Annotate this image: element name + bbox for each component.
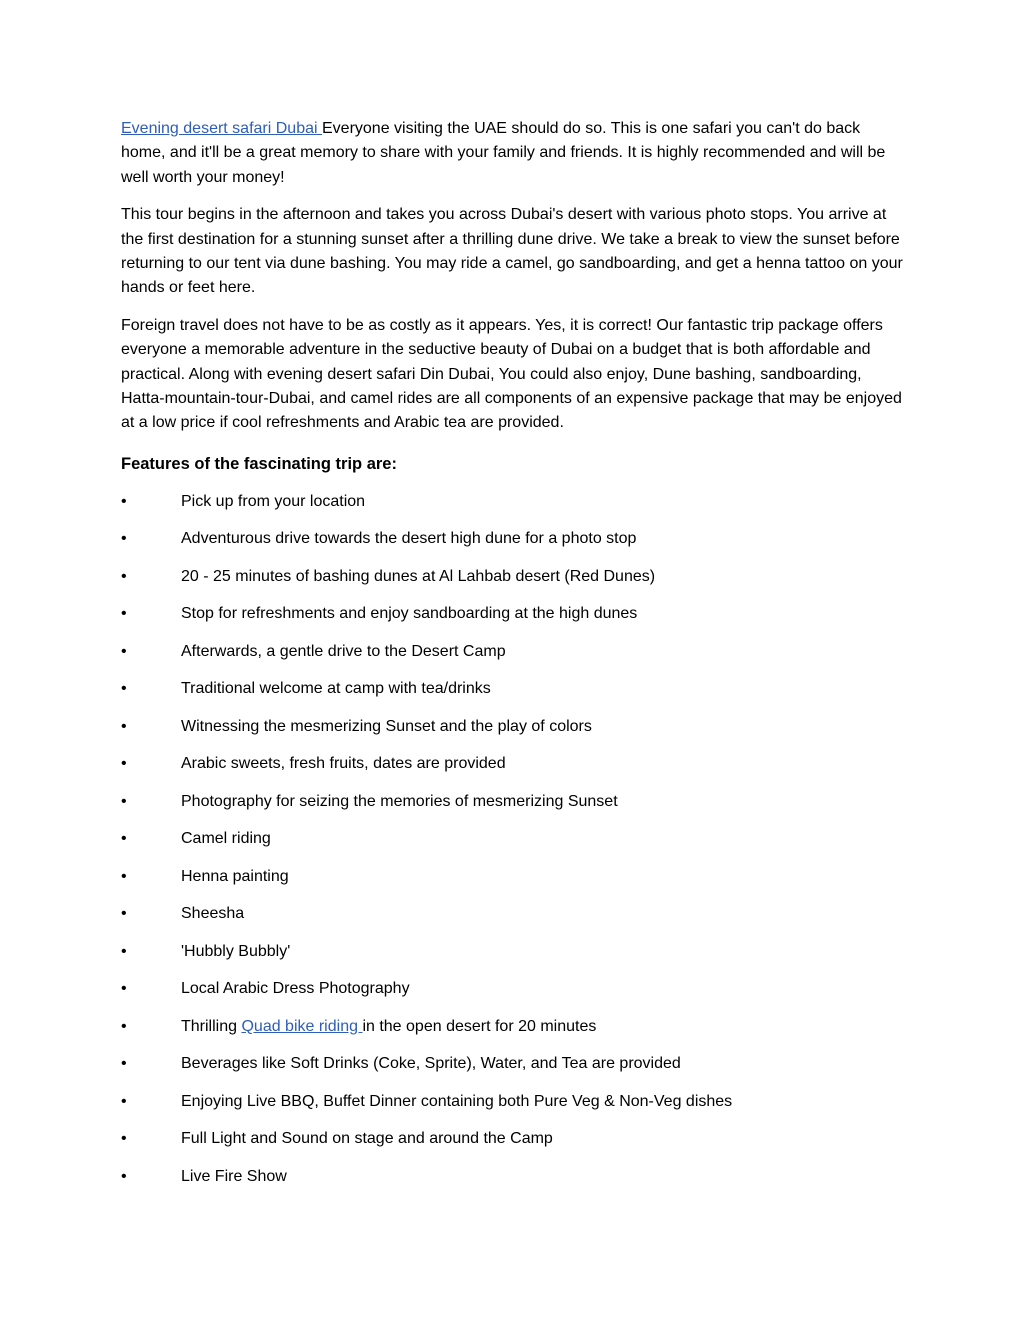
feature-text-suffix: in the open desert for 20 minutes: [362, 1017, 597, 1035]
bullet-icon: •: [121, 942, 127, 960]
feature-text: Local Arabic Dress Photography: [181, 980, 410, 998]
feature-list-item: [121, 566, 903, 604]
feature-text: Beverages like Soft Drinks (Coke, Sprite), Water, and Tea are provided: [181, 1055, 681, 1073]
feature-text: Stop for refreshments and enjoy sandboarding at the high dunes: [181, 605, 638, 623]
feature-text: Camel riding: [181, 830, 271, 848]
feature-text: Full Light and Sound on stage and around the Camp: [181, 1130, 553, 1148]
document-page: [121, 117, 903, 1203]
bullet-icon: •: [121, 1092, 127, 1110]
features-heading: Features of the fascinating trip are:: [121, 454, 397, 473]
feature-list-item: [121, 903, 903, 941]
feature-text: Live Fire Show: [181, 1167, 287, 1185]
feature-list-item: [121, 1128, 903, 1166]
feature-text: Adventurous drive towards the desert high dune for a photo stop: [181, 530, 637, 548]
feature-list-item: [121, 753, 903, 791]
feature-text: Photography for seizing the memories of mesmerizing Sunset: [181, 792, 618, 810]
feature-list-item: [121, 941, 903, 979]
bullet-icon: •: [121, 605, 127, 623]
bullet-icon: •: [121, 680, 127, 698]
evening-desert-safari-link[interactable]: Evening desert safari Dubai: [121, 120, 322, 137]
feature-text-prefix: Thrilling: [181, 1017, 242, 1035]
bullet-icon: •: [121, 717, 127, 735]
travel-paragraph: Foreign travel does not have to be as costly as it appears. Yes, it is correct! Our fantastic trip package offers everyone a memorable adventure in the seductive beauty of Dubai on a budget that is both affordable and practical. Along with evening desert safari Din Dubai, You could also enjoy, Dune bashing, sandboarding, Hatta-mountain-tour-Dubai, and camel rides are all components of an expensive package that may be enjoyed at a low price if cool refreshments and Arabic tea are provided.: [121, 316, 902, 432]
feature-list-item: [121, 716, 903, 754]
feature-list-item: [121, 603, 903, 641]
bullet-icon: •: [121, 867, 127, 885]
feature-text: Afterwards, a gentle drive to the Desert Camp: [181, 642, 506, 660]
intro-paragraph: [121, 117, 903, 190]
feature-text: Arabic sweets, fresh fruits, dates are provided: [181, 755, 506, 773]
bullet-icon: •: [121, 1055, 127, 1073]
tour-paragraph: This tour begins in the afternoon and takes you across Dubai's desert with various photo stops. You arrive at the first destination for a stunning sunset after a thrilling dune drive. We take a break to view the sunset before returning to our tent via dune bashing. You may ride a camel, go sandboarding, and get a henna tattoo on your hands or feet here.: [121, 206, 903, 297]
feature-text: Sheesha: [181, 905, 245, 923]
feature-text: Enjoying Live BBQ, Buffet Dinner containing both Pure Veg & Non-Veg dishes: [181, 1092, 733, 1110]
feature-text: Henna painting: [181, 867, 289, 885]
features-list: [121, 491, 903, 1204]
bullet-icon: •: [121, 980, 127, 998]
feature-list-item: [121, 866, 903, 904]
bullet-icon: •: [121, 905, 127, 923]
feature-list-item: [121, 678, 903, 716]
quad-bike-riding-link[interactable]: Quad bike riding: [241, 1017, 363, 1035]
feature-text: 'Hubbly Bubbly': [181, 942, 291, 960]
feature-text: Witnessing the mesmerizing Sunset and the play of colors: [181, 717, 592, 735]
feature-text: 20 - 25 minutes of bashing dunes at Al Lahbab desert (Red Dunes): [181, 567, 656, 585]
bullet-icon: •: [121, 1167, 127, 1185]
feature-list-item: [121, 641, 903, 679]
feature-list-item: [121, 978, 903, 1016]
bullet-icon: •: [121, 792, 127, 810]
bullet-icon: •: [121, 492, 127, 510]
feature-list-item: [121, 1053, 903, 1091]
bullet-icon: •: [121, 567, 127, 585]
feature-list-item: [121, 1166, 903, 1204]
bullet-icon: •: [121, 755, 127, 773]
feature-list-item: [121, 1016, 903, 1054]
intro-text: Everyone visiting the UAE should do so. This is one safari you can't do back home, and it'll be a great memory to share with your family and friends. It is highly recommended and will be well worth your money!: [121, 120, 886, 186]
feature-list-item: [121, 528, 903, 566]
feature-list-item: [121, 1091, 903, 1129]
bullet-icon: •: [121, 642, 127, 660]
feature-text: Pick up from your location: [181, 492, 366, 510]
feature-list-item: [121, 491, 903, 529]
bullet-icon: •: [121, 1130, 127, 1148]
bullet-icon: •: [121, 1017, 127, 1035]
feature-list-item: [121, 828, 903, 866]
feature-text: Traditional welcome at camp with tea/drinks: [181, 680, 491, 698]
feature-list-item: [121, 791, 903, 829]
bullet-icon: •: [121, 530, 127, 548]
bullet-icon: •: [121, 830, 127, 848]
